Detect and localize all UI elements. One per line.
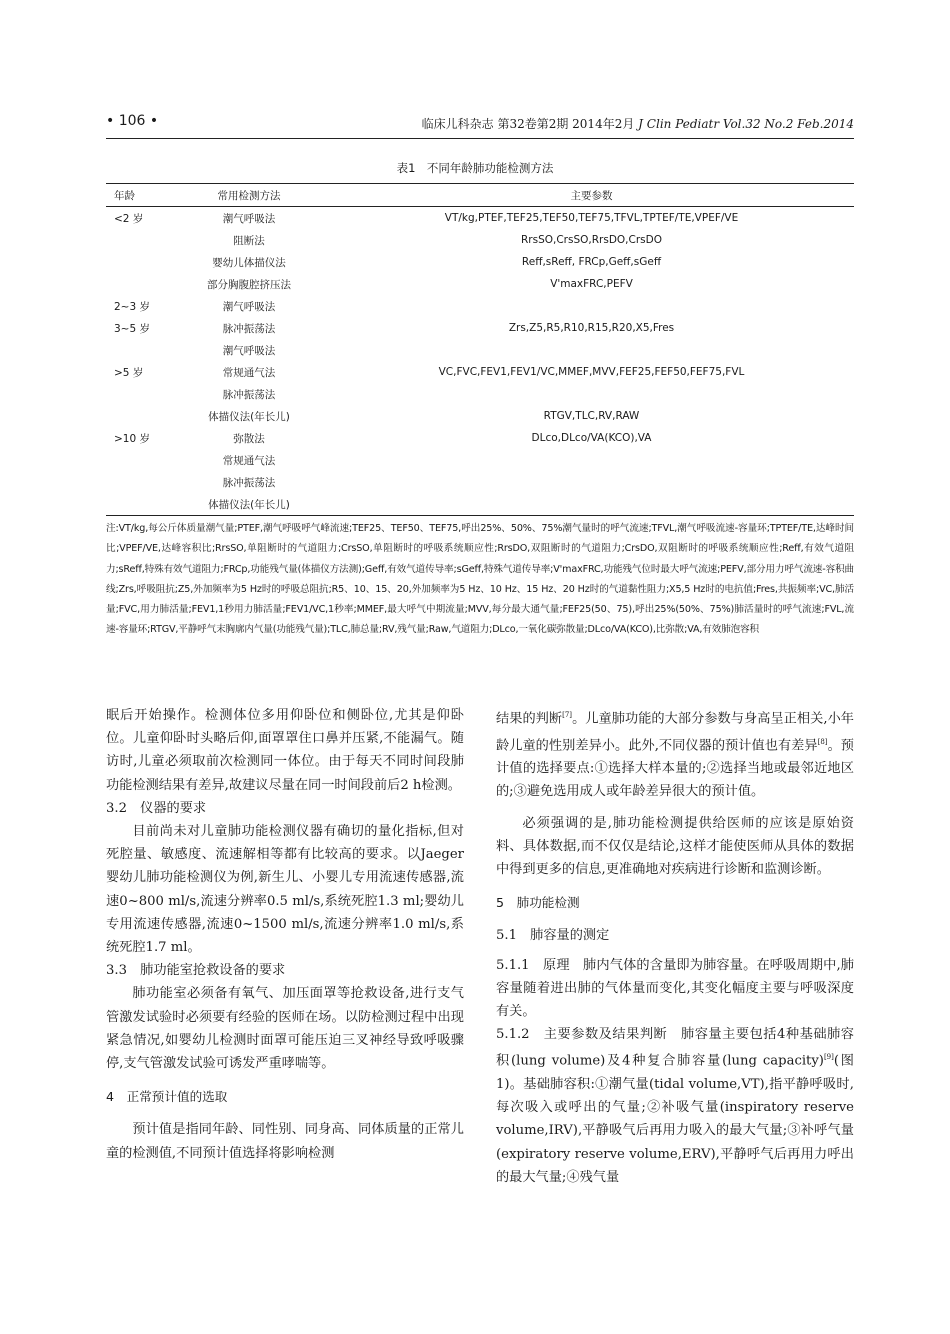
citation-8: [8] (817, 737, 828, 746)
cell-method: 脉冲振荡法 (222, 388, 276, 401)
left-column (106, 704, 464, 1165)
cell-params: RrsSO,CrsSO,RrsDO,CrsDO (521, 234, 662, 246)
table-row (106, 383, 854, 405)
page-number: • 106 • (106, 113, 159, 129)
paragraph: 5.1.1 原理 肺内气体的含量即为肺容量。在呼吸周期中,肺容量随着进出肺的气体量而变化,其变化幅度主要与呼吸深度有关。 (496, 957, 854, 1020)
header-params: 主要参数 (329, 184, 854, 207)
table-row (106, 361, 854, 383)
cell-age: 3~5 岁 (114, 322, 150, 335)
section-heading-5-1: 5.1 肺容量的测定 (496, 928, 610, 944)
text-run: 。儿童肺功能的大部分参数与身高呈正相关,小年龄儿童的性别差异小。此外,不同仪器的预计值也有差异 (496, 711, 854, 753)
paragraph: 预计值是指同年龄、同性别、同身高、同体质量的正常儿童的检测值,不同预计值选择将影响检测 (106, 1122, 464, 1161)
cell-method: 潮气呼吸法 (222, 212, 276, 225)
cell-age (106, 383, 169, 405)
paragraph: 眠后开始操作。检测体位多用仰卧位和侧卧位,尤其是仰卧位。儿童仰卧时头略后仰,面罩罩住口鼻并压紧,不能漏气。随访时,儿童必须取前次检测同一体位。由于每天不同时间段肺功能检测结果有差异,故建议尽量在同一时间段前后2 h检测。 (106, 708, 464, 793)
cell-age: <2 岁 (114, 212, 144, 225)
cell-params (329, 449, 854, 471)
cell-params: DLco,DLco/VA(KCO),VA (531, 432, 652, 444)
cell-age: >5 岁 (114, 366, 144, 379)
table-row (106, 449, 854, 471)
cell-params (329, 493, 854, 516)
table-row (106, 229, 854, 251)
text-run: 5.1.2 主要参数及结果判断 肺容量主要包括4种基础肺容积(lung volume)及4种复合肺容量(lung capacity) (496, 1027, 854, 1069)
cell-age (106, 229, 169, 251)
table-row (106, 251, 854, 273)
cell-method: 潮气呼吸法 (222, 344, 276, 357)
cell-method: 潮气呼吸法 (222, 300, 276, 313)
section-heading-5: 5 肺功能检测 (496, 895, 580, 911)
header-method: 常用检测方法 (169, 184, 329, 207)
table-row (106, 207, 854, 230)
table-row (106, 295, 854, 317)
cell-age (106, 339, 169, 361)
cell-age (106, 273, 169, 295)
running-header (422, 115, 854, 132)
cell-age (106, 449, 169, 471)
cell-age (106, 471, 169, 493)
cell-params: VT/kg,PTEF,TEF25,TEF50,TEF75,TFVL,TPTEF/TE,VPEF/VE (444, 212, 739, 224)
table-row (106, 317, 854, 339)
table-title: 表1 不同年龄肺功能检测方法 (396, 161, 554, 175)
cell-params (329, 339, 854, 361)
citation-9: [9] (823, 1053, 834, 1062)
cell-age (106, 405, 169, 427)
paragraph: 目前尚未对儿童肺功能检测仪器有确切的量化指标,但对死腔量、敏感度、流速解相等都有比较高的要求。以Jaeger婴幼儿肺功能检测仪为例,新生儿、小婴儿专用流速传感器,流速0~800 ml/s,流速分辨率0.5 ml/s,系统死腔1.3 ml;婴幼儿专用流速传感器,流速0~1500 ml/s,流速分辨率1.0 ml/s,系统死腔1.7 ml。 (106, 824, 464, 956)
cell-method: 部分胸腹腔挤压法 (207, 278, 291, 291)
table-row (106, 493, 854, 516)
text-run: 结果的判断 (496, 711, 563, 727)
cell-method: 脉冲振荡法 (222, 476, 276, 489)
cell-age (106, 493, 169, 516)
cell-method: 脉冲振荡法 (222, 322, 276, 335)
section-heading-3-2: 3.2 仪器的要求 (106, 800, 207, 816)
cell-method: 婴幼儿体描仪法 (212, 256, 286, 269)
cell-params (329, 471, 854, 493)
lung-function-table (106, 183, 854, 516)
cell-method: 体描仪法(年长儿) (169, 493, 329, 516)
citation-7: [7] (562, 711, 573, 719)
cell-method: 弥散法 (233, 432, 265, 445)
journal-name-en: J Clin Pediatr Vol.32 No.2 Feb.2014 (638, 117, 854, 131)
cell-method: 体描仪法(年长儿) (208, 410, 290, 423)
header-rule (106, 138, 854, 139)
paragraph (496, 1023, 854, 1189)
paragraph: 必须强调的是,肺功能检测提供给医师的应该是原始资料、具体数据,而不仅仅是结论,这样才能使医师从具体的数据中得到更多的信息,更准确地对疾病进行诊断和监测诊断。 (496, 815, 854, 877)
cell-age (106, 251, 169, 273)
cell-params: Zrs,Z5,R5,R10,R15,R20,X5,Fres (508, 322, 675, 334)
text-run: (图1)。基础肺容积:①潮气量(tidal volume,VT),指平静呼吸时,每次吸入或呼出的气量;②补吸气量(inspiratory reserve volume,IRV),平静吸气后再用力吸入的最大气量;③补呼气量(expiratory reserve volume,ERV),平静呼气后再用力呼出的最大气量;④残气量 (496, 1053, 854, 1185)
cell-params: VC,FVC,FEV1,FEV1/VC,MMEF,MVV,FEF25,FEF50,FEF75,FVL (438, 366, 745, 378)
cell-params (329, 383, 854, 405)
section-heading-3-3: 3.3 肺功能室抢救设备的要求 (106, 963, 286, 979)
table-row (106, 405, 854, 427)
table-header-row (106, 184, 854, 207)
table-row (106, 471, 854, 493)
table-note: 注:VT/kg,每公斤体质量潮气量;PTEF,潮气呼吸呼气峰流速;TEF25、TEF50、TEF75,呼出25%、50%、75%潮气量时的呼气流速;TFVL,潮气呼吸流速-容量环;TPTEF/TE,达峰时间比;VPEF/VE,达峰容积比;RrsSO,单阻断时的气道阻力;CrsSO,单阻断时的呼吸系统顺应性;RrsDO,双阻断时的气道阻力;CrsDO,双阻断时的呼吸系统顺应性;Reff,有效气道阻力;sReff,特殊有效气道阻力;FRCp,功能残气量(体描仪方法测);Geff,有效气道传导率;sGeff,特殊气道传导率;V'maxFRC,功能残气位时最大呼气流速;PEFV,部分用力呼气流速-容积曲线;Zrs,呼吸阻抗;Z5,外加频率为5 Hz时的呼吸总阻抗;R5、10、15、20,外加频率为5 Hz、10 Hz、15 Hz、20 Hz时的气道黏性阻力;X5,5 Hz时的电抗值;Fres,共振频率;VC,肺活量;FVC,用力肺活量;FEV1,1秒用力肺活量;FEV1/VC,1秒率;MMEF,最大呼气中期流量;MVV,每分最大通气量;FEF25(50、75),呼出25%(50%、75%)肺活量时的呼气流速;FVL,流速-容量环;RTGV,平静呼气末胸廓内气量(功能残气量);TLC,肺总量;RV,残气量;Raw,气道阻力;DLco,一氧化碳弥散量;DLco/VA(KCO),比弥散;VA,有效肺泡容积 (106, 523, 854, 636)
journal-name-cn: 临床儿科杂志 第32卷第2期 2014年2月 (421, 117, 635, 131)
cell-method: 常规通气法 (222, 366, 276, 379)
cell-params: RTGV,TLC,RV,RAW (543, 410, 640, 422)
cell-params: V'maxFRC,PEFV (550, 278, 633, 290)
table-row (106, 427, 854, 449)
cell-age: >10 岁 (114, 432, 150, 445)
paragraph: 肺功能室必须备有氧气、加压面罩等抢救设备,进行支气管激发试验时必须要有经验的医师在场。以防检测过程中出现紧急情况,如婴幼儿检测时面罩可能压迫三叉神经导致呼吸骤停,支气管激发试验可诱发严重哮喘等。 (106, 986, 464, 1072)
paragraph (496, 704, 854, 804)
section-heading-4: 4 正常预计值的选取 (106, 1089, 228, 1105)
cell-method: 阻断法 (233, 234, 265, 247)
table-row (106, 339, 854, 361)
header-age: 年龄 (106, 184, 169, 207)
cell-method: 常规通气法 (222, 454, 276, 467)
cell-age: 2~3 岁 (114, 300, 150, 313)
table-row (106, 273, 854, 295)
cell-params: Reff,sReff, FRCp,Geff,sGeff (521, 256, 662, 268)
right-column (496, 704, 854, 1189)
cell-params (329, 295, 854, 317)
text-run: 。预计值的选择要点:①选择大样本量的;②选择当地或最邻近地区的;③避免选用成人或年龄差异很大的预计值。 (496, 737, 854, 800)
